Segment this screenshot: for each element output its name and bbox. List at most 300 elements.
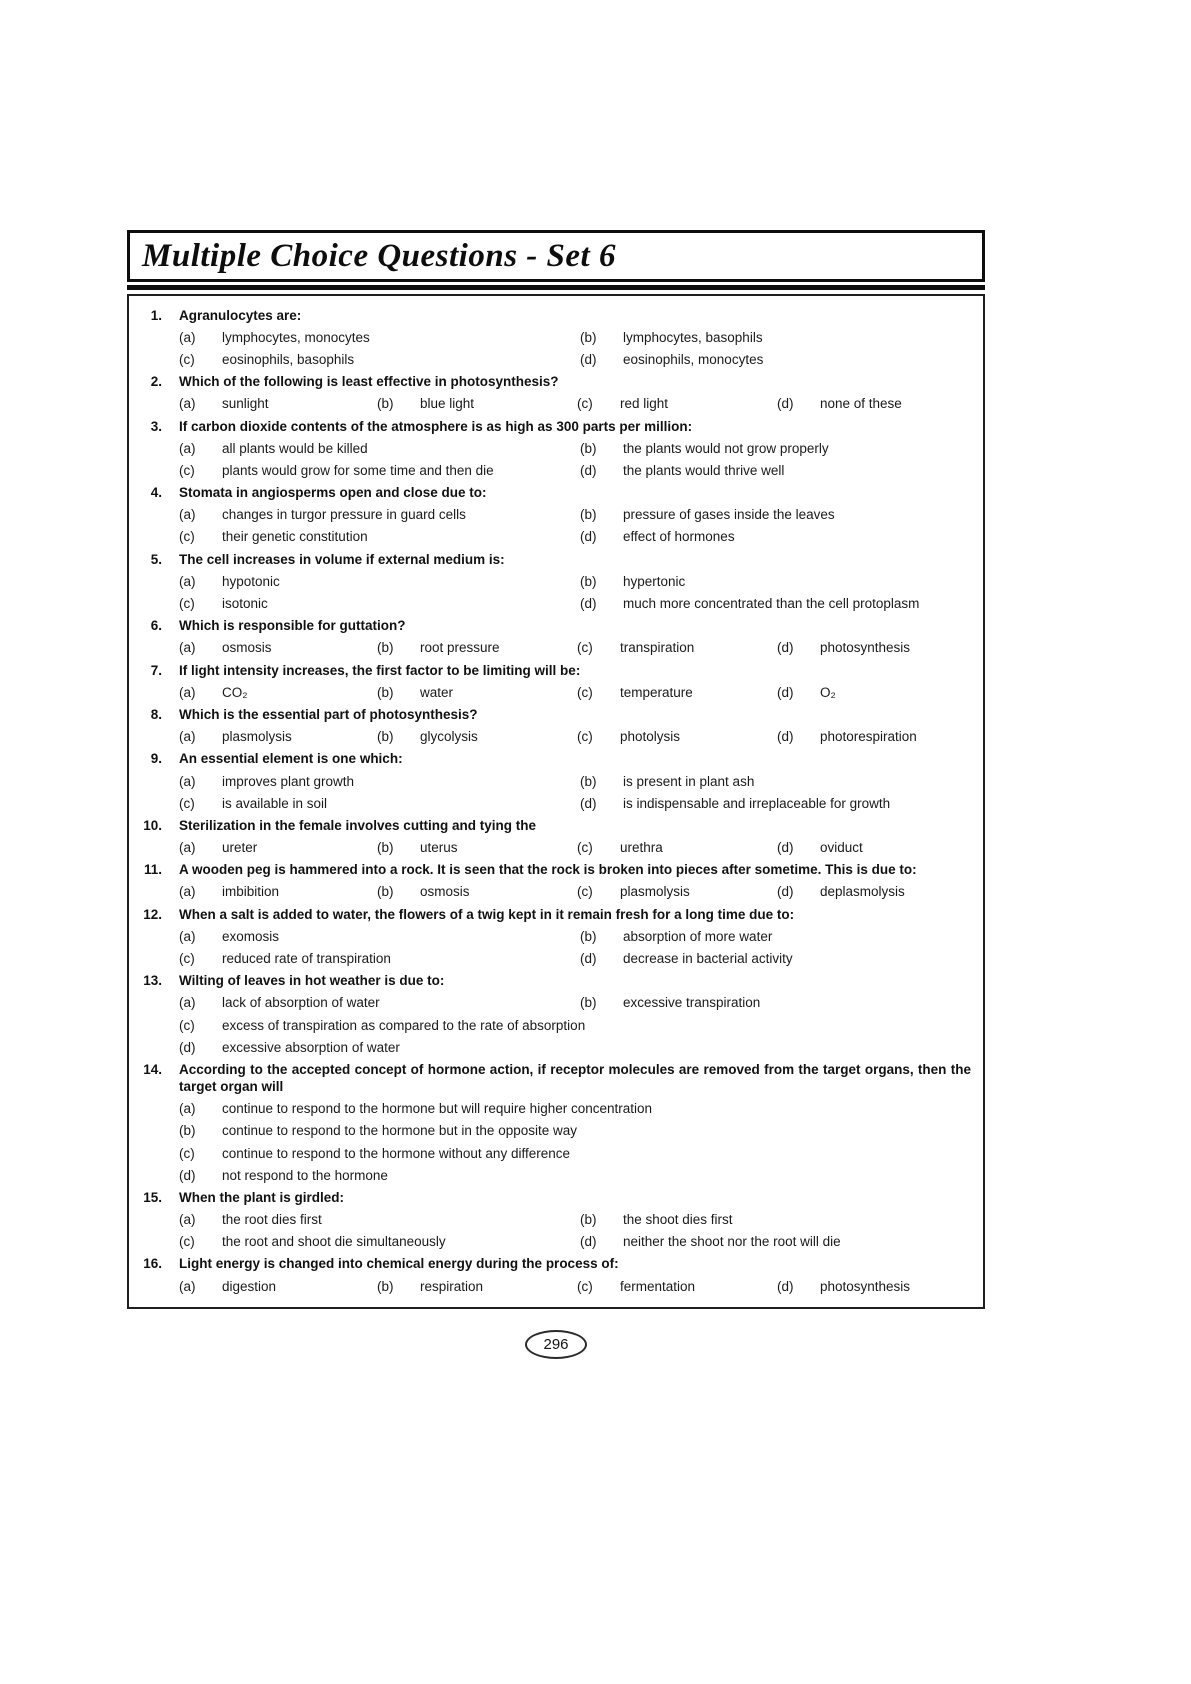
option-text: is indispensable and irreplaceable for growth — [623, 795, 891, 811]
option-text: ureter — [222, 840, 258, 856]
option-label: (d) — [580, 462, 597, 478]
question — [129, 415, 971, 482]
question-text: Which is the essential part of photosynthesis? — [179, 706, 478, 722]
option — [777, 637, 971, 659]
option-text: is present in plant ash — [623, 773, 755, 789]
option-row — [179, 1098, 971, 1120]
question — [129, 859, 971, 903]
option — [580, 459, 971, 481]
option-label: (b) — [377, 729, 394, 745]
option-text: none of these — [820, 396, 902, 412]
option-row — [179, 726, 971, 748]
option — [580, 348, 971, 370]
question-header — [129, 1253, 971, 1275]
option-row — [179, 592, 971, 614]
option-label: (d) — [777, 396, 794, 412]
question-header — [129, 659, 971, 681]
option-label: (d) — [777, 729, 794, 745]
option-text: respiration — [420, 1278, 484, 1294]
option — [179, 526, 580, 548]
option-text: excessive absorption of water — [222, 1039, 400, 1055]
option-row — [179, 326, 971, 348]
option-text: deplasmolysis — [820, 884, 905, 900]
option — [580, 437, 971, 459]
question-number: 11. — [143, 862, 162, 878]
option-label: (c) — [577, 884, 593, 900]
option — [580, 992, 971, 1014]
option-text: absorption of more water — [623, 928, 773, 944]
option-row — [179, 570, 971, 592]
option — [377, 881, 577, 903]
option-row — [179, 526, 971, 548]
question-number: 4. — [150, 485, 162, 501]
option — [580, 592, 971, 614]
question — [129, 482, 971, 549]
question-text: A wooden peg is hammered into a rock. It is seen that the rock is broken into pieces after sometime. This is due to: — [179, 862, 917, 878]
question — [129, 1253, 971, 1297]
question-number: 5. — [150, 551, 162, 567]
option-text: pressure of gases inside the leaves — [623, 507, 835, 523]
option-rows — [179, 1098, 971, 1187]
option-label: (c) — [179, 1145, 195, 1161]
option-text: glycolysis — [420, 729, 478, 745]
option-label: (d) — [777, 684, 794, 700]
option-label: (b) — [580, 440, 597, 456]
question-text: Wilting of leaves in hot weather is due to: — [179, 973, 445, 989]
option-label: (d) — [179, 1167, 196, 1183]
question-header — [129, 615, 971, 637]
question — [129, 1058, 971, 1186]
option-rows — [179, 326, 971, 370]
question — [129, 748, 971, 815]
option-label: (d) — [580, 795, 597, 811]
question-number: 15. — [143, 1189, 162, 1205]
option-label: (c) — [179, 951, 195, 967]
option — [580, 792, 971, 814]
option-label: (c) — [179, 596, 195, 612]
content-sheet — [127, 230, 985, 1359]
option-rows — [179, 881, 971, 903]
option — [580, 1209, 971, 1231]
option-text: decrease in bacterial activity — [623, 951, 793, 967]
option-label: (c) — [179, 351, 195, 367]
question-number: 9. — [150, 751, 162, 767]
option — [777, 837, 971, 859]
questions-container — [127, 294, 985, 1309]
option — [179, 1164, 971, 1186]
option-row — [179, 770, 971, 792]
option-text: not respond to the hormone — [222, 1167, 388, 1183]
option — [179, 348, 580, 370]
option-text: is available in soil — [222, 795, 328, 811]
option-label: (b) — [179, 1123, 196, 1139]
option-text: continue to respond to the hormone but will require higher concentration — [222, 1101, 653, 1117]
option-text: the plants would not grow properly — [623, 440, 829, 456]
option-label: (b) — [580, 1212, 597, 1228]
option-text: continue to respond to the hormone but in the opposite way — [222, 1123, 577, 1139]
option-text: exomosis — [222, 928, 280, 944]
option-row — [179, 1036, 971, 1058]
option-text: sunlight — [222, 396, 269, 412]
option-rows — [179, 637, 971, 659]
question — [129, 703, 971, 747]
question-number: 8. — [150, 706, 162, 722]
question — [129, 970, 971, 1059]
question — [129, 659, 971, 703]
option — [377, 637, 577, 659]
option-row — [179, 437, 971, 459]
option — [777, 1275, 971, 1297]
option — [580, 947, 971, 969]
option-label: (b) — [377, 684, 394, 700]
option-text: water — [420, 684, 454, 700]
option — [577, 837, 777, 859]
option-label: (d) — [580, 1234, 597, 1250]
page-title: Multiple Choice Questions - Set 6 — [142, 237, 616, 274]
option-label: (a) — [179, 573, 196, 589]
option-label: (c) — [179, 462, 195, 478]
option-label: (b) — [377, 840, 394, 856]
option-label: (b) — [377, 640, 394, 656]
option — [179, 681, 377, 703]
option-label: (b) — [580, 928, 597, 944]
questions-list — [129, 304, 971, 1297]
question-text: When a salt is added to water, the flowers of a twig kept in it remain fresh for a long time due to: — [179, 906, 795, 922]
option-label: (d) — [777, 840, 794, 856]
option-row — [179, 504, 971, 526]
option-text: imbibition — [222, 884, 280, 900]
option — [580, 526, 971, 548]
option-text: the root dies first — [222, 1212, 322, 1228]
option-text: uterus — [420, 840, 458, 856]
option-text: lymphocytes, monocytes — [222, 329, 370, 345]
question-number: 10. — [143, 817, 162, 833]
option — [377, 1275, 577, 1297]
option-rows — [179, 837, 971, 859]
option-text: plants would grow for some time and then die — [222, 462, 494, 478]
option-label: (c) — [577, 840, 593, 856]
option-row — [179, 393, 971, 415]
option — [179, 992, 580, 1014]
question-number: 7. — [150, 662, 162, 678]
question-number: 13. — [143, 973, 162, 989]
title-box — [127, 230, 985, 282]
option-text: the root and shoot die simultaneously — [222, 1234, 446, 1250]
option — [179, 881, 377, 903]
option-label: (d) — [777, 884, 794, 900]
option-row — [179, 1164, 971, 1186]
option-label: (a) — [179, 1278, 196, 1294]
page-number-wrap — [127, 1330, 985, 1359]
option-label: (a) — [179, 329, 196, 345]
option-label: (b) — [580, 995, 597, 1011]
question-number: 1. — [150, 307, 162, 323]
option-text: plasmolysis — [620, 884, 690, 900]
option-label: (a) — [179, 396, 196, 412]
option-text: all plants would be killed — [222, 440, 368, 456]
option — [179, 792, 580, 814]
question — [129, 1186, 971, 1253]
question — [129, 304, 971, 371]
option-row — [179, 792, 971, 814]
option-text: osmosis — [420, 884, 470, 900]
option-row — [179, 1142, 971, 1164]
option — [377, 726, 577, 748]
option-label: (b) — [580, 329, 597, 345]
question-header — [129, 970, 971, 992]
option — [577, 726, 777, 748]
question — [129, 903, 971, 970]
option-label: (d) — [179, 1039, 196, 1055]
question — [129, 814, 971, 858]
option — [577, 637, 777, 659]
option-text: CO₂ — [222, 684, 248, 700]
option-row — [179, 1120, 971, 1142]
question — [129, 371, 971, 415]
option-label: (d) — [580, 351, 597, 367]
option — [580, 925, 971, 947]
option-text: lack of absorption of water — [222, 995, 380, 1011]
option-text: excess of transpiration as compared to the rate of absorption — [222, 1017, 586, 1033]
option-text: photosynthesis — [820, 640, 911, 656]
option-text: improves plant growth — [222, 773, 355, 789]
option — [777, 393, 971, 415]
question-text: Which of the following is least effective in photosynthesis? — [179, 374, 559, 390]
option-text: plasmolysis — [222, 729, 292, 745]
question-text: Agranulocytes are: — [179, 307, 302, 323]
option-label: (b) — [580, 773, 597, 789]
option — [377, 681, 577, 703]
question-header — [129, 371, 971, 393]
option-row — [179, 947, 971, 969]
option-text: much more concentrated than the cell protoplasm — [623, 596, 920, 612]
option-row — [179, 637, 971, 659]
question-number: 6. — [150, 618, 162, 634]
option — [580, 1231, 971, 1253]
option-label: (d) — [777, 1278, 794, 1294]
option — [577, 393, 777, 415]
option — [777, 681, 971, 703]
question-header — [129, 415, 971, 437]
option — [179, 637, 377, 659]
question-number: 14. — [143, 1061, 162, 1077]
option-label: (c) — [179, 529, 195, 545]
option-text: excessive transpiration — [623, 995, 761, 1011]
option-text: photorespiration — [820, 729, 917, 745]
question-number: 16. — [143, 1256, 162, 1272]
question-header — [129, 814, 971, 836]
option-label: (c) — [577, 640, 593, 656]
option-rows — [179, 393, 971, 415]
option-rows — [179, 570, 971, 614]
option-text: oviduct — [820, 840, 863, 856]
option-label: (a) — [179, 440, 196, 456]
question-text: The cell increases in volume if external medium is: — [179, 551, 505, 567]
option — [577, 1275, 777, 1297]
option-text: isotonic — [222, 596, 268, 612]
option-label: (a) — [179, 884, 196, 900]
question-text: Sterilization in the female involves cutting and tying the — [179, 817, 537, 833]
option-label: (a) — [179, 1212, 196, 1228]
option-label: (a) — [179, 729, 196, 745]
option — [179, 1014, 971, 1036]
option-rows — [179, 504, 971, 548]
question-number: 3. — [150, 418, 162, 434]
option-label: (a) — [179, 1101, 196, 1117]
question-text: If carbon dioxide contents of the atmosphere is as high as 300 parts per million: — [179, 418, 693, 434]
option — [179, 592, 580, 614]
option — [179, 1275, 377, 1297]
question-header — [129, 1058, 971, 1097]
question-header — [129, 1186, 971, 1208]
option-text: eosinophils, basophils — [222, 351, 355, 367]
option-row — [179, 881, 971, 903]
option-row — [179, 992, 971, 1014]
page-number: 296 — [525, 1330, 587, 1359]
option-label: (d) — [580, 529, 597, 545]
option — [179, 393, 377, 415]
option — [179, 326, 580, 348]
option-label: (c) — [577, 1278, 593, 1294]
option — [577, 881, 777, 903]
option-text: photolysis — [620, 729, 681, 745]
option — [179, 459, 580, 481]
option-text: fermentation — [620, 1278, 696, 1294]
question-number: 12. — [143, 906, 162, 922]
option-row — [179, 459, 971, 481]
option-row — [179, 348, 971, 370]
option-label: (d) — [580, 596, 597, 612]
option — [179, 570, 580, 592]
option-label: (c) — [179, 1017, 195, 1033]
question-text: According to the accepted concept of hormone action, if receptor molecules are removed from the target organs, then the target organ will — [179, 1061, 971, 1094]
option-label: (b) — [580, 507, 597, 523]
option — [179, 437, 580, 459]
option — [577, 681, 777, 703]
option — [179, 1120, 971, 1142]
option-label: (c) — [577, 396, 593, 412]
question-text: An essential element is one which: — [179, 751, 403, 767]
option-row — [179, 1231, 971, 1253]
question-text: When the plant is girdled: — [179, 1189, 344, 1205]
question — [129, 615, 971, 659]
option-label: (b) — [377, 884, 394, 900]
option — [179, 726, 377, 748]
option-label: (a) — [179, 840, 196, 856]
question-text: Stomata in angiosperms open and close due to: — [179, 485, 487, 501]
option-text: eosinophils, monocytes — [623, 351, 764, 367]
option-label: (d) — [777, 640, 794, 656]
option-text: photosynthesis — [820, 1278, 911, 1294]
option-text: hypotonic — [222, 573, 280, 589]
question-text: Which is responsible for guttation? — [179, 618, 406, 634]
question-header — [129, 859, 971, 881]
option-rows — [179, 726, 971, 748]
question-header — [129, 903, 971, 925]
option-text: reduced rate of transpiration — [222, 951, 391, 967]
option — [580, 570, 971, 592]
option-row — [179, 1014, 971, 1036]
option-text: temperature — [620, 684, 693, 700]
option — [580, 770, 971, 792]
option — [179, 1098, 971, 1120]
option-label: (b) — [377, 1278, 394, 1294]
option-text: their genetic constitution — [222, 529, 368, 545]
option-text: changes in turgor pressure in guard cells — [222, 507, 466, 523]
option-text: effect of hormones — [623, 529, 735, 545]
option-label: (c) — [577, 684, 593, 700]
question-header — [129, 748, 971, 770]
option — [580, 504, 971, 526]
question-header — [129, 482, 971, 504]
option — [777, 726, 971, 748]
option — [179, 837, 377, 859]
option-rows — [179, 1275, 971, 1297]
option-label: (a) — [179, 773, 196, 789]
option-row — [179, 681, 971, 703]
option-rows — [179, 770, 971, 814]
option-label: (c) — [577, 729, 593, 745]
option-label: (a) — [179, 928, 196, 944]
question-text: Light energy is changed into chemical energy during the process of: — [179, 1256, 619, 1272]
option — [377, 393, 577, 415]
option-label: (a) — [179, 507, 196, 523]
option-text: digestion — [222, 1278, 277, 1294]
option — [179, 947, 580, 969]
option-text: urethra — [620, 840, 663, 856]
option-row — [179, 837, 971, 859]
option-rows — [179, 1209, 971, 1253]
option-text: hypertonic — [623, 573, 686, 589]
option-label: (c) — [179, 1234, 195, 1250]
option-label: (a) — [179, 995, 196, 1011]
option-row — [179, 1209, 971, 1231]
option-rows — [179, 681, 971, 703]
option — [179, 504, 580, 526]
question-header — [129, 304, 971, 326]
option-text: continue to respond to the hormone without any difference — [222, 1145, 570, 1161]
option — [179, 1036, 971, 1058]
question — [129, 548, 971, 615]
option — [179, 925, 580, 947]
option — [179, 770, 580, 792]
question-header — [129, 548, 971, 570]
option-rows — [179, 437, 971, 481]
option-text: blue light — [420, 396, 475, 412]
option-text: the shoot dies first — [623, 1212, 733, 1228]
option-row — [179, 1275, 971, 1297]
option-text: root pressure — [420, 640, 500, 656]
question-number: 2. — [150, 374, 162, 390]
option-text: the plants would thrive well — [623, 462, 785, 478]
option — [377, 837, 577, 859]
option-label: (b) — [580, 573, 597, 589]
option — [179, 1209, 580, 1231]
option-label: (a) — [179, 684, 196, 700]
question-text: If light intensity increases, the first factor to be limiting will be: — [179, 662, 581, 678]
option-rows — [179, 925, 971, 969]
option-text: osmosis — [222, 640, 272, 656]
option-label: (c) — [179, 795, 195, 811]
option-text: red light — [620, 396, 669, 412]
option-label: (b) — [377, 396, 394, 412]
option-rows — [179, 992, 971, 1059]
option-row — [179, 925, 971, 947]
title-divider — [127, 285, 985, 290]
option — [179, 1231, 580, 1253]
option — [179, 1142, 971, 1164]
option-text: transpiration — [620, 640, 695, 656]
